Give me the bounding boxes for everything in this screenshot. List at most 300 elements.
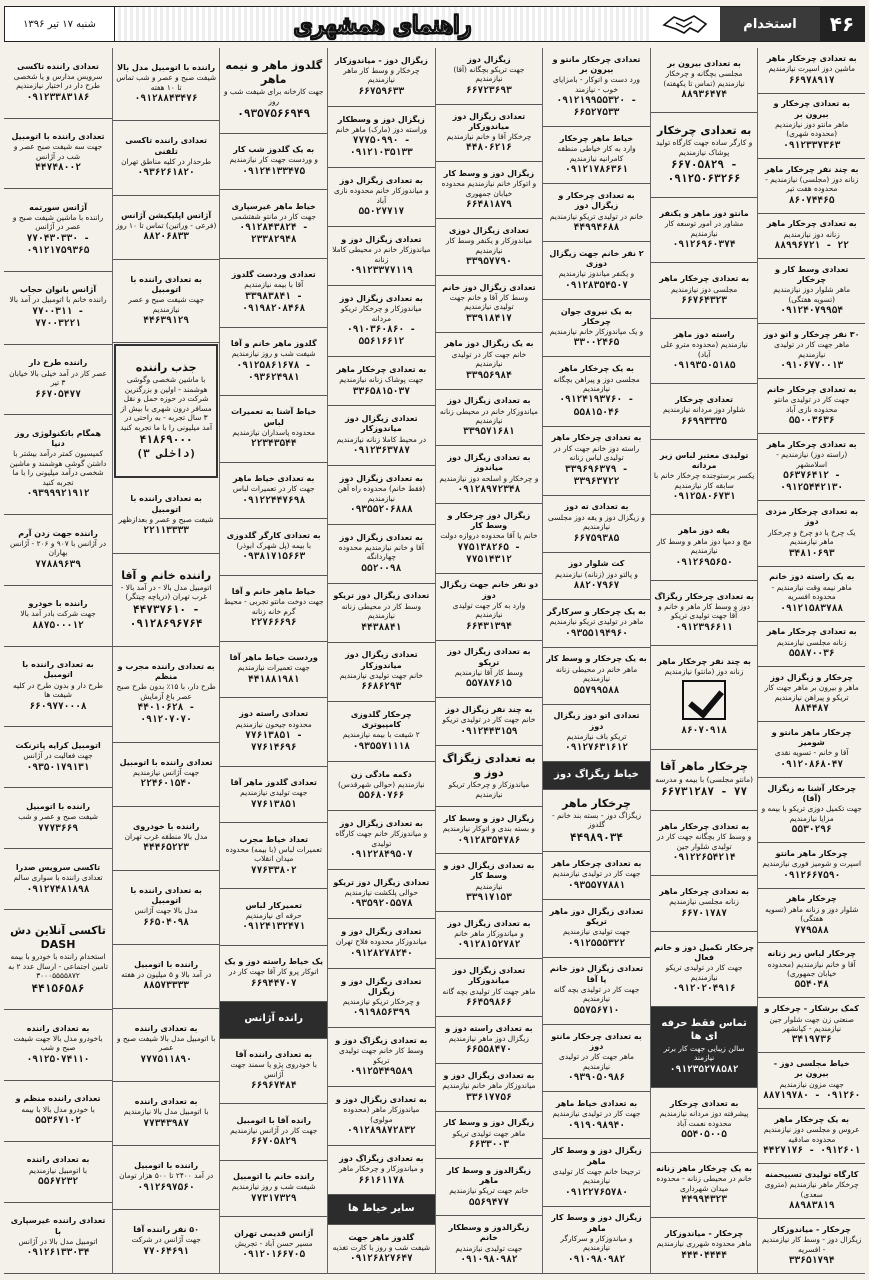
ad-body: راننده خانم با اتومبیل در آمد بالا (9, 295, 107, 305)
ad-body: طرح دار و بدون طرح در کلیه شیفت ها (13, 680, 104, 700)
issue-date: شنبه ۱۷ تیر ۱۳۹۶ (5, 7, 115, 41)
ad-body: میاندوزکار و یکنفر وسط کار نیازمندیم (445, 236, 532, 255)
ad-phone: ۸۸۲۰۷۹۶۷ (573, 580, 620, 592)
ad-body: با اتومبیل نیازمندیم (28, 1165, 88, 1175)
ad-phone: ۸۸۹۳۶۴۷۴ (681, 89, 727, 101)
classified-ad (4, 727, 112, 788)
ad-phone: ۲۲۱۱۳۳۳۳ (143, 525, 190, 537)
ad-phone: ۳۳۹۸۳۸۴۱ - ۰۹۱۹۸۲۰۸۴۶۸ (242, 290, 306, 315)
ad-title: به تعدادی چرخکار ماهر (659, 821, 749, 831)
ad-body: ترجیحا خانم جهت کار تولیدی نیازمندیم (552, 1166, 641, 1186)
ad-body: جهت کار در آژانس نیازمندیم (230, 1126, 318, 1136)
classified-ad (436, 48, 543, 105)
classified-ad (220, 698, 327, 767)
classified-ad (436, 959, 543, 1017)
ad-phone: ۰۹۱۹۸۵۶۳۹۹ (352, 1007, 410, 1019)
ad-title: به تعدادی زیگزال دوز تریکو (447, 647, 531, 667)
ad-title: آژانس بانوان حجاب (19, 285, 97, 295)
ad-title: به تعدادی چرخکار ماهر (766, 440, 857, 450)
ad-title: به تعدادی زیگزال دوز و (443, 1070, 535, 1080)
ad-column (4, 48, 112, 1274)
ad-body: سرویس مدارس و یا شخصی طرح دار در اختیار نیازمندیم (13, 71, 103, 91)
ad-title: به تعدادی زیگزال دوز (447, 918, 531, 928)
ad-title: به تعدادی زیگزال دوز (339, 473, 423, 483)
ad-title: کارگاه تولیدی تسبیحمنه (765, 1169, 859, 1179)
ad-title: چرخکار ماهر (786, 894, 837, 904)
ad-body: جهت کار در تولیدی بچه گانه نیازمندیم (553, 984, 640, 1004)
classified-ad (328, 762, 435, 811)
ad-title: راننده طرح دار (28, 358, 88, 368)
ad-phone: ۷۷۳۴۳۹۸۷ (143, 1117, 190, 1129)
ad-body: و یک میاندوزکار خانم نیازمندیم (549, 327, 644, 337)
classified-ad (651, 646, 758, 750)
ad-title: به چند نفر چرخکار ماهر (764, 164, 859, 174)
classified-ad (651, 263, 758, 319)
ad-body: محدوده پاسداران نیازمندیم (232, 427, 316, 437)
classified-ad (543, 648, 650, 705)
ad-title: به تعدادی راننده (26, 1023, 90, 1033)
classified-ad (328, 1225, 435, 1274)
ad-title: ۳۰ نفر چرخکار و اتو دوز (763, 330, 860, 340)
classified-ad (328, 168, 435, 227)
classified-ad (328, 1087, 435, 1146)
classified-ad (4, 1203, 112, 1274)
ad-title: به یک نیروی جوان چرخکار (560, 306, 633, 326)
ad-body: زنانه مجلسی نیازمندیم (669, 897, 739, 907)
ad-title: به تعدادی چرخکار ماهر (336, 364, 427, 374)
ad-title: یک خیاط راسته دوز و یک (224, 956, 324, 966)
ad-body: میاندوزکار خانم در محیطی کاملا زنانه (332, 245, 431, 264)
classified-ad (113, 743, 220, 807)
ad-title: زیگزال دوز (467, 54, 511, 64)
ad-title: تعدادی زیگزال دوز و زیگزال (341, 976, 422, 996)
classified-ad (436, 574, 543, 641)
classified-ad (436, 1159, 543, 1217)
classified-ad (4, 586, 112, 647)
ad-phone: ۳۳۹۵۷۷۹۰ (466, 256, 512, 268)
classified-ad (113, 807, 220, 871)
ad-phone: ۴۴۴۰۴۴۴۴ (681, 1249, 727, 1261)
ad-body: طرحدار در کلیه مناطق تهران (121, 156, 212, 166)
ad-body: خانم در محیطی زنانه - محدوده میدان شهرداری (656, 1174, 752, 1193)
classified-ad (758, 843, 865, 889)
classified-ad (758, 94, 865, 159)
classified-ad (436, 276, 543, 333)
ad-body: و اتوکار خانم نیازمندیم محدوده خیابان جمهوری (441, 179, 537, 198)
ad-body: ماهر جهت کار در تولیدی نیازمندیم (558, 1052, 635, 1071)
ad-body: شلوار دوز مردانه نیازمندیم (663, 405, 746, 415)
ad-phone: ۰۹۱۲۶۸۲۷۶۴۷ (349, 1253, 413, 1265)
ad-title: به تعدادی زیگزال دوز و وسط کار (443, 861, 535, 881)
classified-ad (113, 1210, 220, 1274)
ad-body: وارد به کار جهت تولیدی نیازمندیم (452, 600, 526, 620)
ad-body: سالن زیبایی جهت کار برتر نیازمند (663, 1043, 745, 1063)
classified-ad (4, 1010, 112, 1081)
ad-phone: ۷۷۰۶۴۶۹۱ (143, 1245, 190, 1257)
ad-body: وسط کار آقا نیازمندیم (454, 667, 523, 677)
classified-ad (220, 767, 327, 823)
ad-phone: ۶۶۵۵۸۴۷۰ (466, 1044, 512, 1056)
ad-title: تعدادی راننده با اتومبیل (11, 132, 105, 142)
ad-phone: ۳۳۶۵۸۱۵۰۳۷ (352, 385, 410, 397)
classified-ad (758, 1109, 865, 1164)
ad-title: زیگزال دوز چرخکار و وسط کار (447, 510, 531, 530)
ad-phone: ۷۷۷۳۶۶۹ (38, 822, 79, 834)
banner-title: راهنمای همشهری (115, 7, 650, 41)
ad-phone: ۷۷۰۰۳۱۱ - ۷۷۰۰۳۲۲۱ (32, 305, 84, 330)
ad-title: زیگزال دوز - میاندوزکار (334, 55, 428, 65)
ad-title: تعدادی راننده تاکسی تلفنی (125, 136, 208, 156)
ad-title: چرخکار ماهر مانتو و شومیز (771, 727, 852, 748)
ad-phone: ۰۹۱۲۵۸۶۱۶۷۸ - ۰۹۳۶۲۴۹۸۱ (236, 359, 311, 383)
ad-phone: ۶۶۷۲۳۶۹۳ (466, 84, 512, 96)
ad-body: جهت آژانس در شرکت (131, 1235, 201, 1245)
ad-body: با بیمه (پل شهرک ابوذر) (236, 540, 312, 550)
ad-phone: ۶۶۵۰۴۰۹۸ (143, 916, 190, 928)
classified-ad (328, 357, 435, 406)
ad-body: آقا و خانم نیازمندیم محدوده چهاردانگه (338, 542, 424, 562)
classified-ad (543, 496, 650, 553)
ad-body: و پالتو دوز (زنانه) نیازمندیم (555, 569, 638, 579)
classified-ad (543, 1207, 650, 1274)
ad-title: به تعدادی زیگزاگ دوز (339, 1153, 424, 1163)
ad-title: ۵۰ نفر راننده آقا (133, 1225, 200, 1235)
ad-body: حرفه ای نیازمندیم (245, 910, 302, 920)
ad-body: راسته دوز خانم جهت کار در تولیدی لباس زنانه (553, 443, 640, 463)
classified-ad (4, 849, 112, 910)
ad-phone: ۷۷۶۳۳۸۰۲ (250, 864, 297, 876)
ad-body: و وردست جهت کار نیازمندیم (229, 155, 319, 165)
classified-ad (220, 519, 327, 575)
ad-phone: ۷۷۶۱۳۸۵۱ - ۷۷۶۱۴۶۹۶ (245, 730, 303, 754)
ad-title: به تعدادی چرخکار (657, 124, 752, 138)
ad-title: تعدادی زیگزال دوز خانم یا آقا (549, 964, 644, 984)
ad-title: تعدادی راننده منظم و (15, 1094, 101, 1104)
ad-phone: ۰۹۱۲۲۷۶۵۷۸۰ (565, 1186, 628, 1198)
ad-body: با اتومبیل مدل بالا شیفت صبح و عصر (116, 1033, 216, 1053)
ad-body: جهت شیفت صبح و عصر نیازمندیم (128, 295, 205, 314)
classified-ad (651, 811, 758, 876)
classified-ad (328, 227, 435, 286)
ad-body: نیازمندیم (محدوده مترو علی آباد) (660, 340, 748, 359)
classified-ad (113, 1009, 220, 1082)
ad-title: به تعدادی راننده با اتومبیل (130, 494, 202, 514)
ad-title: به تعدادی راننده با اتومبیل (130, 274, 202, 294)
classified-ad (328, 870, 435, 919)
ad-title: به تعدادی خیاط ماهر (233, 474, 315, 484)
ad-phone: ۴۴۱۸۸۱۹۸۱ (247, 673, 300, 685)
ad-body: خانم جهت کار در تولیدی نیازمندیم (451, 349, 527, 369)
ad-body: میاندوزکار ماهر خانم نیازمندیم (442, 1081, 536, 1091)
ad-body: اسپرت و شومیز فوری نیازمندیم (762, 859, 862, 869)
ad-body: پیشرفته دوز مردانه نیازمندیم محدوده نعمت آباد (659, 1109, 749, 1128)
ad-body: و میاندوزکار و سرکارگر نیازمندیم (560, 1233, 633, 1253)
classified-ad (651, 515, 758, 580)
classified-ad (436, 807, 543, 854)
ad-body: در آمد بالا و ۵ میلیون در هفته (121, 970, 212, 979)
ad-phone: ۰۹۱۲۷۶۳۱۶۱۲ (565, 742, 628, 754)
ad-phone: ۶۶۸۶۲۹۳ (361, 681, 402, 693)
ad-title: تاکسی سرویس صدرا (15, 862, 101, 872)
ad-column (219, 48, 327, 1274)
ad-phone: ۶۶۹۷۸۹۱۷ (788, 74, 835, 86)
classified-ad (758, 501, 865, 566)
ad-phone: ۰۹۳۸۱۷۱۵۶۶۳ (242, 551, 306, 563)
ad-body: زیگزال دوز - وسط کار نیازمندیم - افسریه (762, 1235, 862, 1254)
ad-body: جهت کار در تعمیرات لباس (232, 484, 315, 494)
ad-body: جهت کار در تولیدی نیازمندیم (552, 1109, 641, 1119)
ad-title: خیاط زیگزاگ دوز (554, 769, 639, 781)
ad-title: به تعدادی چرخکار ماهر (551, 859, 642, 869)
ad-phone: ۷۷۶۱۳۸۵۱ (250, 798, 297, 810)
ad-body: خانم جهت تریکو نیازمندیم (449, 1186, 529, 1196)
ad-title: گلدوز ماهر جهت (348, 1232, 415, 1242)
classified-ad (758, 998, 865, 1053)
ad-title: تعدادی راننده غیرسپاری با (10, 1216, 106, 1236)
ad-title: تعدادی زیگزال دوز و (341, 234, 422, 244)
ad-title: کت شلوار دوز (568, 559, 625, 569)
ad-body: مدل بالا جهت آژانس (134, 906, 198, 916)
ad-phone: ۵۵۷۸۷۶۱۵ (466, 678, 512, 690)
ad-phone: ۰۹۱۲۰۱۶۶۷۰۵ (242, 1249, 306, 1261)
classified-ad (113, 647, 220, 743)
classified-ad (328, 702, 435, 762)
ad-title: به تعدادی زیگزاگ دوز و (442, 752, 536, 780)
classified-ad (436, 504, 543, 574)
ad-phone: ۷۷۷۵۱۱۸۹۰ (140, 1053, 192, 1065)
ad-phone: ۸۸۵۷۳۳۳۳ (143, 980, 190, 992)
ad-phone: ۵۵۴۰۴۸ (794, 979, 829, 991)
ad-body: جهت تولیدی نیازمندیم (240, 788, 308, 798)
classified-ad (4, 788, 112, 849)
classified-ad (113, 1146, 220, 1210)
ad-phone: ۵۵۴۰۵۰۰۵ (681, 1129, 727, 1140)
ad-title: به یک راسته دوز خانم (769, 572, 855, 582)
classified-ad (4, 119, 112, 190)
classified-ad (328, 919, 435, 968)
ad-column (542, 48, 650, 1274)
ad-body: خانم در تولیدی تریکو نیازمندیم (549, 211, 644, 221)
ad-body: آقا و خانم نیازمندیم (محدوده خیابان جمهوری) (767, 959, 856, 978)
classified-ad (4, 272, 112, 345)
ad-phone: ۸۸۷۱۹۷۸۰ - ۰۹۱۲۶۰ (763, 1090, 861, 1102)
ad-title: چرخکار ماهر مانتو (775, 848, 848, 858)
ad-phone: ۰۹۱۲۱۹۹۵۵۳۲۰ - ۶۶۵۲۷۵۳۳ (556, 95, 637, 119)
ad-phone: ۰۹۱۲۵۵۵۳۲۲ (567, 937, 626, 949)
ad-body: عروس و مجلسی دوز نیازمندیم محدوده صادقیه (763, 1125, 860, 1144)
ad-title: آژانس قدیمی تهران (234, 1228, 314, 1238)
classified-ad (220, 1217, 327, 1273)
classified-ad (543, 48, 650, 127)
ad-body: و چرخکار و اسلحه دوز نیازمندیم (439, 473, 539, 483)
ad-body: تعمیرات لباس (با بیمه) محدوده میدان انقلاب (225, 844, 322, 864)
ad-title: وردست خیاط ماهر آقا (229, 653, 318, 662)
ad-phone: ۰۹۱۲۲۴۴۷۶۹۸ (242, 494, 306, 506)
classified-ad (113, 1082, 220, 1146)
ad-body: زنانه مجلسی نیازمندیم (776, 637, 847, 647)
classified-ad (328, 969, 435, 1029)
ad-phone: ۷۷۳۱۷۳۲۹ (250, 1192, 297, 1204)
ad-phone: ۲۲۳۴۳۵۴۴ (250, 438, 297, 450)
classified-ad (113, 48, 220, 121)
ad-body: جهت سه شیفت صبح عصر و شب در آژانس (13, 142, 103, 161)
ad-column (435, 48, 543, 1274)
ad-body: استخدام راننده با خودرو با بیمه تامین اجتماعی - ارسال عدد ۲ به ۳۰۰۰۵۵۵۵۸۷۲ (8, 952, 108, 981)
ad-phone: ۴۴۱۵۶۵۸۶ (31, 981, 85, 995)
ad-body: میاندوزکار ماهر (محدوده مولوی) (343, 1105, 420, 1124)
classified-ad (328, 1028, 435, 1087)
ad-title: چرخکار - میاندوزکار (664, 1229, 744, 1239)
ad-title: خیاط مجلسی دوز - بیرون بر (773, 1059, 850, 1079)
classified-ad (220, 134, 327, 190)
ad-title: زیگزالدوز و وسط کار ماهر (446, 1165, 532, 1185)
classified-ad (113, 121, 220, 195)
ad-phone: ۰۹۱۲۲۶۵۴۲۱۴ (672, 852, 736, 864)
ad-title: خیاط ماهر چرخکار (559, 134, 634, 144)
ad-body: باخودرو مدل بالا جهت شیفت صبح و شب (13, 1034, 103, 1053)
ad-title: چرخکار گلدوزی کامپیوتری (350, 709, 412, 730)
ad-body: مشاور در امور توسعه کار نیازمندیم (664, 219, 744, 238)
ad-phone: ۰۹۱۲۸۳۵۴۷۸۶ (457, 834, 521, 846)
ad-body: و یکنفر میاندوز نیازمندیم (558, 269, 635, 279)
ad-title: اتومبیل کرایه پاترنکت (15, 740, 101, 750)
classified-ad (758, 889, 865, 944)
ad-phone: ۸۶۰۷۴۴۶۵ (788, 194, 835, 206)
classified-ad (758, 1053, 865, 1109)
ad-title: راننده با خودروی (132, 821, 200, 831)
ad-title: راننده خانم و آقا (121, 568, 212, 582)
ad-phone: ۶۶۹۹۳۳۳۵ (681, 415, 727, 427)
ad-phone: ۰۹۱۲۸۲۷۸۲۴۰ (349, 947, 413, 959)
classified-ad (436, 641, 543, 699)
ad-body: (فقط خانم) محدوده راه آهن نیازمندیم (337, 484, 426, 503)
ad-title: به تعدادی زیگزال دوز (339, 532, 423, 542)
ad-body: ماهر جهت کار در تولیدی نیازمندیم (774, 340, 850, 359)
ad-body: زیگزاگ دوز - بسته بند خانم - گلدوز (551, 810, 642, 830)
ad-body: جهت فعالیت در آژانس (23, 751, 93, 761)
classified-ad (4, 345, 112, 416)
ad-body: مجلسی دوز و پیراهن بچگانه نیازمندیم (553, 374, 640, 393)
classified-ad (543, 958, 650, 1025)
ad-title: تعدادی گلدوز ماهر آقا (230, 778, 317, 788)
ad-title: تولیدی معتبر لباس زیر مردانه (659, 450, 749, 471)
ad-phone: ۰۹۳۶۲۶۱۸۲۰ (137, 167, 195, 179)
ad-body: جهت کار در تولیدی مانتو محدوده نازی آباد (774, 395, 850, 414)
classifieds-grid (4, 48, 865, 1274)
ad-title: به یک چرخکار ماهر زنانه (656, 1164, 753, 1174)
ad-phone: ۶۶۳۳۰۰۳ (468, 1138, 509, 1150)
ad-title: به تعدادی چرخکار ماهر (766, 627, 857, 637)
ad-title: به تعدادی زیگزال دوز (339, 818, 423, 828)
classified-ad (543, 357, 650, 426)
ad-phone: ۸۸۴۴۸۷ (794, 703, 829, 715)
classified-ad (543, 600, 650, 647)
classified-ad (220, 946, 327, 1002)
classified-ad (328, 643, 435, 703)
ad-title: تعدادی وسط کار و چرخکار (775, 264, 849, 285)
ad-body: ورد دست و اتوکار - بامزایای خوب - نیازمند (553, 75, 640, 94)
ad-body: میاندوزکار خانم در محیطی زنانه نیازمندیم (439, 406, 538, 425)
classified-ad (4, 415, 112, 515)
ad-phone: ۴۴۰۱۰۶۲۸ - ۰۹۱۲۰۷۰۷۰ (137, 702, 195, 726)
ad-phone: ۰۹۱۲۴۱۳۳۴۷۵ (242, 165, 306, 177)
ad-phone: ۰۹۱۲۶۶۷۵۹۰ (783, 869, 841, 881)
classified-ad (328, 406, 435, 466)
ad-title: به تعدادی زیگزال دوز میاندوز (447, 453, 531, 473)
ad-title: به یک چرخکار ماهر (774, 1114, 850, 1124)
ad-phone: ۷۷۵۱۳۸۲۶۵ - ۷۷۵۱۴۳۱۲ (457, 541, 521, 565)
ad-phone: ۰۹۳۵۵۷۱۱۱۸ (352, 740, 410, 752)
ad-title: تعمیرکار لباس (245, 900, 302, 910)
ad-body: جهت تولیدی نیازمندیم (455, 1243, 523, 1253)
ad-title: تعدادی زیگزال دوز تریکو (333, 877, 430, 887)
ad-body: با ماشین شخصی وگوشی هوشمند - اولین و بزرگترین شرکت در حوزه حمل و نقل مسافر درون شهری با بیش از ۳ سال تجربه - به راحتی در آمد میلیونی را با ما تجربه کنید (120, 375, 213, 432)
ad-phone: ۰۹۳۵۵۲۰۶۸۸۸ (349, 503, 413, 515)
ad-title: رانده خانم با اتومبیل (232, 1172, 315, 1182)
ad-title: راننده جهت زدن آرم (18, 528, 98, 538)
ad-phone: ۰۹۱۰۹۸۰۹۸۲ (567, 1253, 626, 1265)
ad-title: تماس فقط حرفه ای ها (661, 1018, 747, 1043)
ad-body: شیفت شب و روز نیازمندیم (231, 1182, 316, 1192)
ad-body: و کارگر ساده جهت کارگاه تولید پوشاک نیازمندیم (655, 138, 753, 157)
ad-body: اتوکار پرو کار آقا جهت کار در (228, 967, 319, 977)
classified-ad (758, 943, 865, 998)
ad-body: کمیسیون کمتر درآمد بیشتر با داشتن گوشی هوشمند و ماشین شخصی درآمد میلیونی را با ما تجربه کنید (9, 449, 107, 487)
ad-title: تعدادی اتو دوز زیگزال دوز (553, 711, 640, 731)
ad-title: به یک زیگزال دوز ماهر (444, 339, 534, 349)
classified-ad (651, 750, 758, 811)
ad-phone: ۰۹۱۲۶۱۳۳۰۳۴ (26, 1247, 90, 1259)
ad-phone: ۵۵۷۹۹۵۸۸ (573, 684, 620, 696)
ad-title: به تعدادی چرخکار ماهر (659, 274, 749, 284)
ad-title: زیگزال دوز و وسط کار (443, 1118, 535, 1128)
ad-body: شیفت صبح و عصر و شب (18, 812, 99, 822)
ad-phone: ۵۵۰۰۳۶۳۶ (788, 415, 835, 427)
ad-title: زیگزال دوز و وسطکار (337, 114, 425, 124)
ad-title: به تعدادی زیگزال دوز و (335, 1094, 427, 1104)
classified-ad (328, 286, 435, 357)
ad-phone: ۶۶۴۳۱۳۹۴ (466, 620, 512, 632)
ad-body: آقا و خانم - تسویه نقدی (774, 748, 849, 758)
ad-phone: ۰۹۱۹۰۹۸۹۴۰ (567, 1119, 626, 1131)
ad-phone: ۰۹۳۵۵۱۹۴۹۶۰ (565, 627, 628, 639)
checkmark-icon (682, 680, 726, 720)
ad-body: طرح دار، با ۱۵٪ بدون طرح صبح عصر باغ آزمایش (116, 682, 216, 701)
ad-phone: ۰۹۱۲۰۲۰۴۹۱۶ (672, 983, 736, 995)
ad-phone: ۸۸۷۵۰۰۰۱۲ (32, 619, 84, 631)
ad-phone: ۷۷۹۵۸۸ (794, 924, 829, 936)
ad-phone: ۰۹۱۲۰۸۶۸۰۴۷ (780, 758, 844, 770)
ad-phone: ۰۹۱۲۳۳۸۳۱۸۶ (26, 91, 90, 103)
ad-phone: ۰۹۱۰۳۶۰۸۶۰ - ۵۵۶۱۶۶۱۲ (347, 323, 416, 348)
ad-title: ۲ نفر خانم جهت زیگزال دوزی (549, 248, 644, 269)
ad-body: زنانه دوز (مجلسی) نیازمندیم - محدوده هفت تیر (765, 174, 859, 194)
ad-title: آژانس سورتمه (29, 202, 87, 212)
classified-ad (4, 48, 112, 119)
ad-phone: ۰۹۳۵۷۵۶۶۹۴۹ (237, 107, 311, 121)
ad-phone: ۶۶۴۵۹۸۶۶ (466, 997, 512, 1008)
ad-title: سایر خیاط ها (348, 1203, 415, 1215)
ad-phone: ۳۳۹۱۸۴۱۷ (466, 312, 512, 324)
classified-ad (328, 48, 435, 107)
ad-title: به تعدادی چرخکار و بیرون بر (773, 99, 850, 119)
ad-title: به تعدادی راننده با اتومبیل (22, 660, 94, 680)
classified-ad (758, 214, 865, 260)
ad-body: و چرخکار تریکو نیازمندیم (342, 996, 420, 1006)
classified-ad (651, 1088, 758, 1153)
ad-title: چرخکار لباس زیر زنانه (767, 949, 856, 959)
ad-body: تریکو باف نیازمندیم (566, 731, 627, 741)
